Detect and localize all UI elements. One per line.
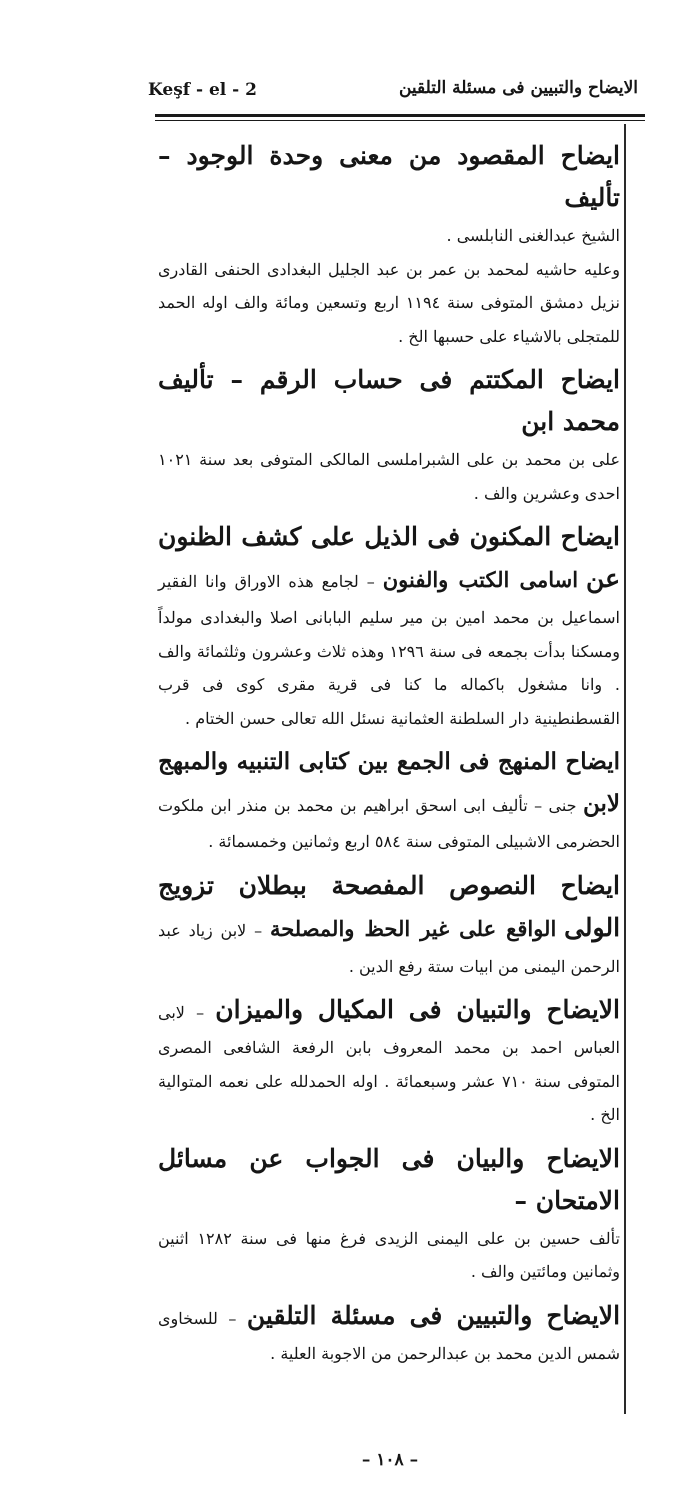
page-number: – ١٠٨ –	[361, 1450, 419, 1470]
entry-idah-al-muktatam	[158, 359, 620, 510]
entry-idah-al-manhaj	[158, 741, 620, 859]
entry-idah-al-maknun	[158, 516, 620, 735]
entry-idah-al-maqsud	[158, 135, 620, 353]
entry-text: – للسخاوى شمس الدين محمد بن عبدالرحمن من الاجوبة العلية .	[158, 1308, 620, 1363]
entry-text: جنى – تأليف ابى اسحق ابراهيم بن محمد بن منذر ابن ملكوت الحضرمى الاشبيلى المتوفى سنة ٥٨٤ اربع وثمانين وخمسمائة .	[158, 796, 620, 851]
entry-title: الايضاح والتبيين فى مسئلة التلقين	[246, 1300, 621, 1330]
entry-text: – لابن زياد عبد الرحمن اليمنى من ابيات ستة رفع الدين .	[158, 920, 620, 976]
header-latin-title: Keşf - el - 2	[148, 80, 257, 100]
entry-idah-al-nusus	[158, 865, 620, 984]
entry-title: ايضاح المنهج فى الجمع بين كتابى التنبيه والمبهج لابن	[158, 748, 620, 817]
entry-text: على بن محمد بن على الشبراملسى المالكى المتوفى بعد سنة ١٠٢١ احدى وعشرين والف .	[158, 450, 620, 503]
entry-title: ايضاح النصوص المفصحة ببطلان تزويج الولى	[158, 870, 621, 942]
entry-title: ايضاح المكتتم فى حساب الرقم – تأليف محمد ابن	[158, 365, 620, 436]
entry-title: الايضاح والبيان فى الجواب عن مسائل الامتحان –	[158, 1143, 620, 1215]
entry-title: الايضاح والتبيان فى المكيال والميزان	[215, 995, 621, 1024]
header-rule-thick	[155, 114, 645, 117]
entry-text: الشيخ عبدالغنى النابلسى .	[446, 226, 620, 245]
entry-title-continued: اسامى الكتب والفنون	[382, 567, 579, 592]
header-rule-thin	[155, 120, 645, 121]
entry-al-idah-wal-tabyin	[158, 1295, 620, 1371]
entry-text: – لابى العباس احمد بن محمد المعروف بابن الرفعة الشافعى المصرى المتوفى سنة ٧١٠ عشر وسبعمائة . اوله الحمدلله على نعمه المتوالية الخ .	[158, 1003, 620, 1124]
entry-title: ايضاح المقصود من معنى وحدة الوجود – تأليف	[158, 141, 620, 212]
entry-al-idah-wal-tibyan	[158, 989, 620, 1132]
entries-column	[158, 135, 620, 1370]
margin-line	[624, 124, 626, 1414]
entry-al-idah-wal-bayan	[158, 1138, 620, 1289]
entry-title-continued: الواقع على غير الحظ والمصلحة	[269, 915, 557, 941]
entry-text: – لجامع هذه الاوراق وانا الفقير اسماعيل بن محمد امين بن مير سليم البابانى اصلا والبغدادى مولداً ومسكنا بدأت بجمعه فى سنة ١٢٩٦ وهذه ثلاث وعشرون وثلثمائة والف . وانا مشغول باكماله ما كنا فى قرية مقرى كوى فى قرب القسطنطينية دار السلطنة العثمانية نسئل الله تعالى حسن الختام .	[158, 572, 620, 728]
entry-note: وعليه حاشيه لمحمد بن عمر بن عبد الجليل البغدادى الحنفى القادرى نزيل دمشق المتوفى سنة ١١٩٤ اربع وتسعين ومائة والف اوله الحمد للمتجلى بالاشياء على حسبها الخ .	[158, 259, 621, 346]
entry-title: ايضاح المكنون فى الذيل على كشف الظنون عن	[158, 522, 620, 593]
header-arabic-title: الايضاح والتبيين فى مسئلة التلقين	[398, 78, 638, 98]
entry-text: تألف حسين بن على اليمنى الزيدى فرغ منها فى سنة ١٢٨٢ اثنين وثمانين ومائتين والف .	[158, 1228, 620, 1281]
running-header	[148, 78, 638, 112]
